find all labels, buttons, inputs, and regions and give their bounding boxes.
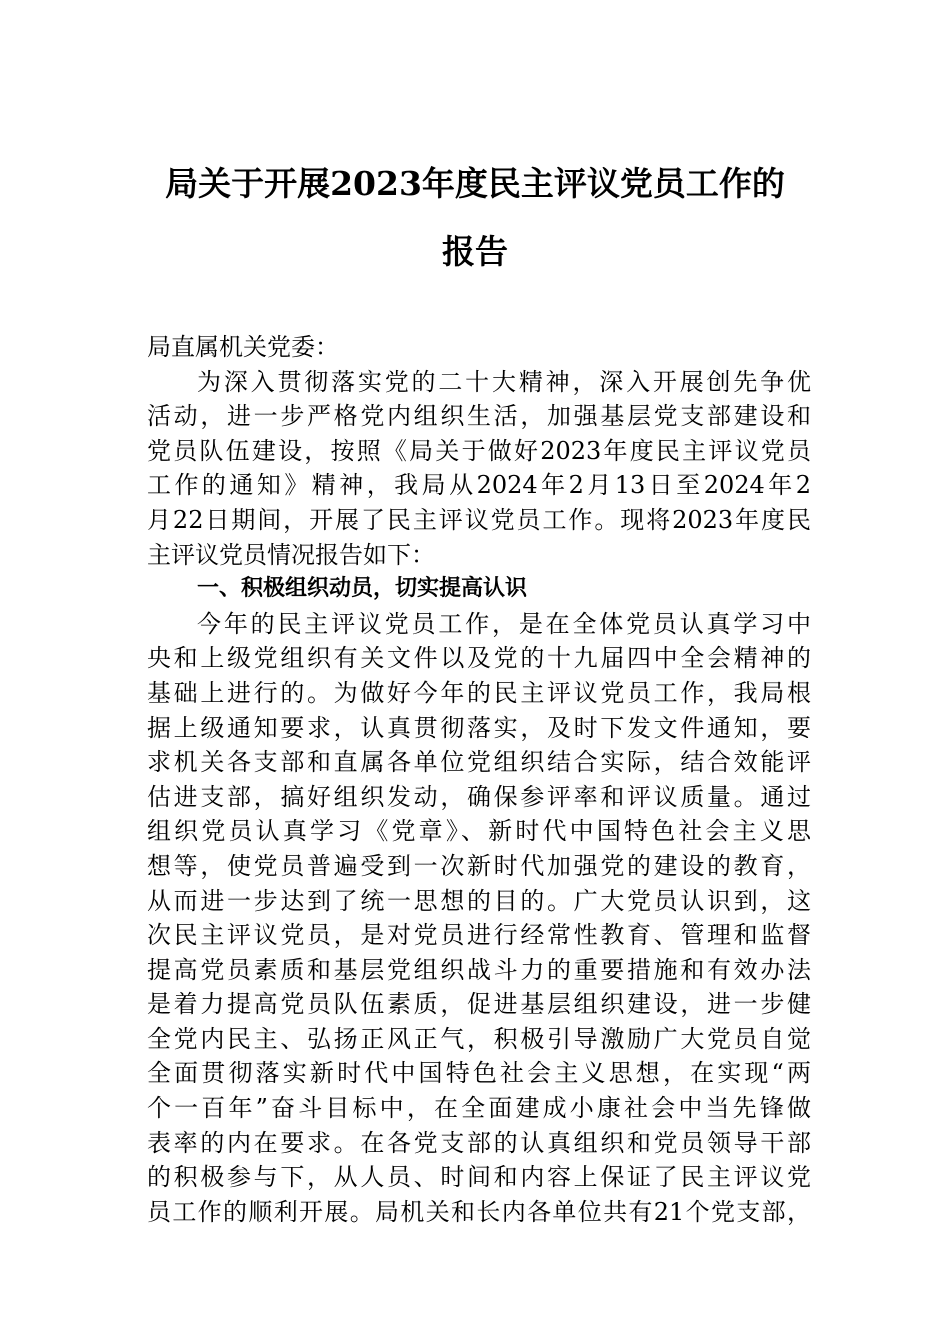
paragraph-line: 全党内民主、弘扬正风正气，积极引导激励广大党员自觉 [147, 1024, 811, 1053]
paragraph-line: 全面贯彻落实新时代中国特色社会主义思想，在实现“两 [147, 1059, 811, 1088]
paragraph-line: 工作的通知》精神，我局从2024年2月13日至2024年2 [147, 471, 811, 500]
paragraph-line: 活动，进一步严格党内组织生活，加强基层党支部建设和 [147, 402, 811, 431]
salutation: 局直属机关党委： [147, 333, 339, 361]
paragraph-line: 想等，使党员普遍受到一次新时代加强党的建设的教育， [147, 851, 811, 880]
paragraph-line: 表率的内在要求。在各党支部的认真组织和党员领导干部 [147, 1128, 811, 1157]
paragraph-line: 月22日期间，开展了民主评议党员工作。现将2023年度民 [147, 505, 811, 534]
paragraph-line: 提高党员素质和基层党组织战斗力的重要措施和有效办法 [147, 955, 811, 984]
section-heading: 一、积极组织动员，切实提高认识 [197, 576, 528, 602]
paragraph-line: 求机关各支部和直属各单位党组织结合实际，结合效能评 [147, 748, 811, 777]
paragraph-line: 员工作的顺利开展。局机关和长内各单位共有21个党支部， [147, 1197, 811, 1226]
paragraph-line: 次民主评议党员，是对党员进行经常性教育、管理和监督 [147, 921, 811, 950]
paragraph-line: 的积极参与下，从人员、时间和内容上保证了民主评议党 [147, 1163, 811, 1192]
paragraph-line: 主评议党员情况报告如下： [147, 540, 435, 569]
paragraph-line: 估进支部，搞好组织发动，确保参评率和评议质量。通过 [147, 782, 811, 811]
paragraph-line: 据上级通知要求，认真贯彻落实，及时下发文件通知，要 [147, 713, 811, 742]
paragraph-line: 组织党员认真学习《党章》、新时代中国特色社会主义思 [147, 817, 811, 846]
paragraph-line: 基础上进行的。为做好今年的民主评议党员工作，我局根 [147, 678, 811, 707]
paragraph-line: 党员队伍建设，按照《局关于做好2023年度民主评议党员 [147, 436, 811, 465]
paragraph-line: 央和上级党组织有关文件以及党的十九届四中全会精神的 [147, 644, 811, 673]
document-title-line-2: 报告 [442, 232, 508, 271]
paragraph-line: 今年的民主评议党员工作，是在全体党员认真学习中 [197, 609, 811, 638]
document-body [147, 330, 811, 1229]
paragraph-line: 为深入贯彻落实党的二十大精神，深入开展创先争优 [197, 367, 811, 396]
paragraph-line: 个一百年”奋斗目标中，在全面建成小康社会中当先锋做 [147, 1094, 811, 1123]
paragraph-line: 是着力提高党员队伍素质，促进基层组织建设，进一步健 [147, 990, 811, 1019]
paragraph-line: 从而进一步达到了统一思想的目的。广大党员认识到，这 [147, 886, 811, 915]
document-title-line-1: 局关于开展2023年度民主评议党员工作的 [165, 164, 785, 203]
